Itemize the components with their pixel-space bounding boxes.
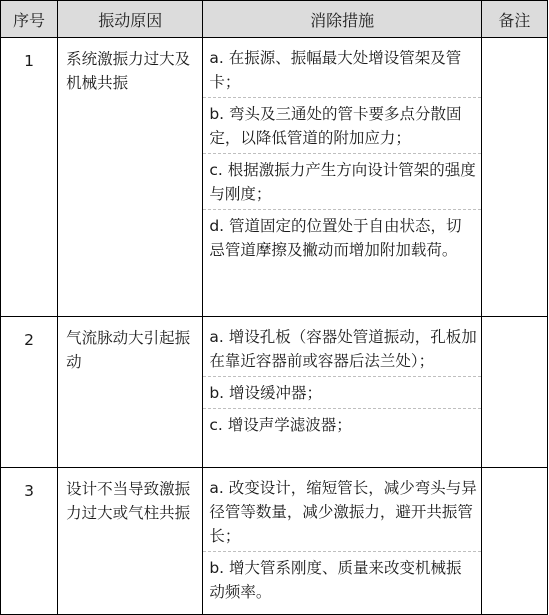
measure-item: b. 增设缓冲器； (203, 377, 481, 409)
measure-item: a. 在振源、振幅最大处增设管架及管卡； (203, 42, 481, 98)
header-cause: 振动原因 (58, 1, 203, 38)
table-body (1, 38, 548, 615)
measures-cell (203, 317, 482, 468)
measure-item: c. 增设声学滤波器； (209, 416, 352, 434)
note-cell (481, 317, 547, 468)
header-note: 备注 (481, 1, 547, 38)
measure-item: d. 管道固定的位置处于自由状态，切忌管道摩擦及撇动而增加附加载荷。 (209, 217, 462, 259)
table-header (1, 1, 548, 38)
header-no: 序号 (1, 1, 58, 38)
vibration-cause: 气流脉动大引起振动 (58, 317, 203, 468)
header-row (1, 1, 548, 38)
table-row (1, 38, 548, 317)
table-row (1, 317, 548, 468)
vibration-cause: 设计不当导致激振力过大或气柱共振 (58, 468, 203, 615)
measures-cell (203, 38, 482, 317)
measure-item: b. 增大管系刚度、质量来改变机械振动频率。 (209, 559, 462, 601)
row-number: 1 (1, 38, 58, 317)
row-number: 3 (1, 468, 58, 615)
measures-cell (203, 468, 482, 615)
measure-item: a. 增设孔板（容器处管道振动，孔板加在靠近容器前或容器后法兰处）； (203, 321, 481, 377)
measure-item: a. 改变设计，缩短管长，减少弯头与异径管等数量，减少激振力，避开共振管长； (203, 472, 481, 552)
note-cell (481, 38, 547, 317)
header-measures: 消除措施 (203, 1, 482, 38)
measure-item: c. 根据激振力产生方向设计管架的强度与刚度； (203, 154, 481, 210)
vibration-cause: 系统激振力过大及机械共振 (58, 38, 203, 317)
row-number: 2 (1, 317, 58, 468)
measure-item: b. 弯头及三通处的管卡要多点分散固定，以降低管道的附加应力； (203, 98, 481, 154)
note-cell (481, 468, 547, 615)
table-row (1, 468, 548, 615)
